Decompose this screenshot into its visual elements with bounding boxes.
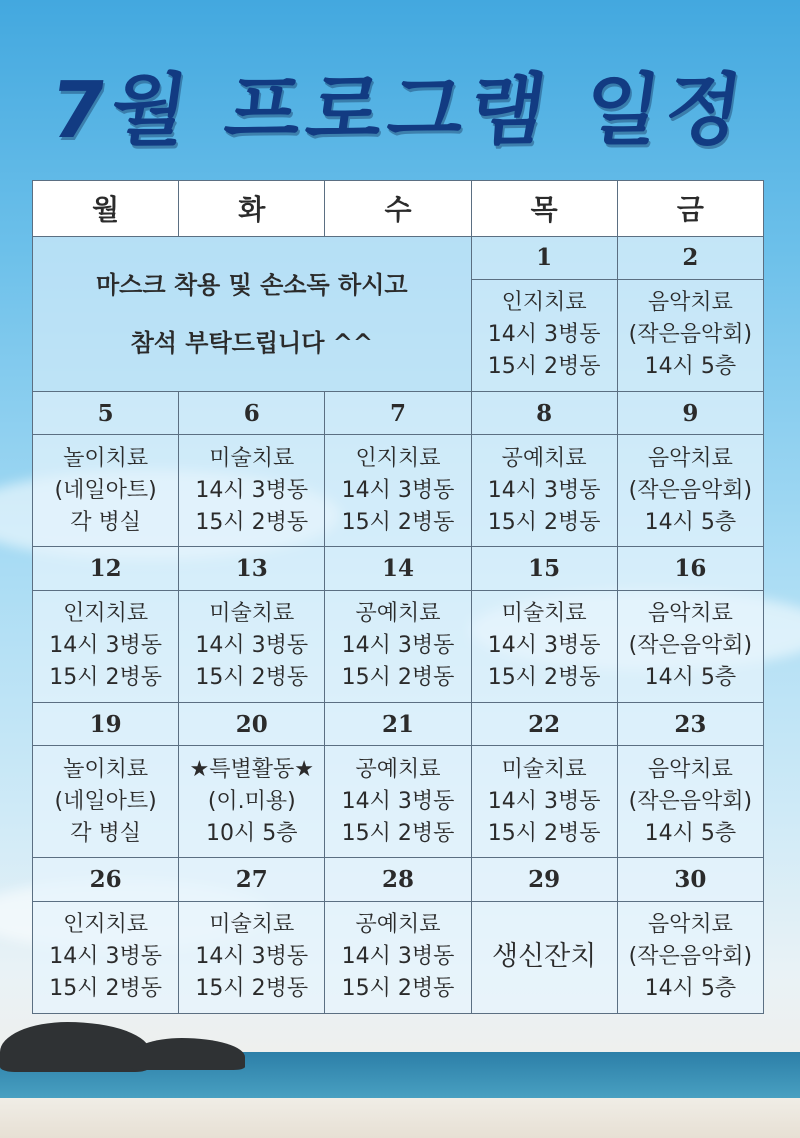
date-cell: 15	[471, 547, 617, 590]
activity-line: 놀이치료	[63, 756, 149, 782]
activity-cell	[617, 746, 763, 858]
activity-line: 인지치료	[501, 290, 587, 316]
activity-cell	[471, 590, 617, 702]
activity-cell	[325, 590, 471, 702]
activity-line: 인지치료	[355, 445, 441, 471]
activity-line: 미술치료	[209, 445, 295, 471]
activity-cell	[617, 279, 763, 391]
activity-cell	[33, 901, 179, 1013]
activity-line: 14시 3병동	[341, 633, 455, 659]
activity-cell	[325, 746, 471, 858]
date-cell: 1	[471, 236, 617, 279]
activity-line: (네일아트)	[54, 788, 157, 814]
activity-line: 미술치료	[501, 601, 587, 627]
week-date-row	[33, 547, 764, 590]
activity-line: 14시 3병동	[341, 788, 455, 814]
activity-line: 14시 3병동	[49, 633, 162, 659]
activity-line: 생신잔치	[491, 941, 597, 973]
activity-line: 14시 3병동	[487, 477, 601, 503]
activity-line: 14시 3병동	[195, 944, 309, 970]
date-cell: 12	[33, 547, 179, 590]
date-cell: 20	[179, 702, 325, 745]
date-cell: 26	[33, 858, 179, 901]
date-cell: 29	[471, 858, 617, 901]
activity-cell	[617, 590, 763, 702]
activity-line: 14시 5층	[644, 976, 737, 1002]
date-cell: 8	[471, 392, 617, 435]
activity-line: (작은음악회)	[628, 477, 753, 503]
activity-cell	[471, 901, 617, 1013]
activity-cell	[471, 746, 617, 858]
page-title: 7월 프로그램 일정	[44, 66, 754, 156]
date-cell: 7	[325, 392, 471, 435]
date-cell: 28	[325, 858, 471, 901]
date-cell: 22	[471, 702, 617, 745]
activity-line: (이.미용)	[207, 788, 296, 814]
activity-line: 14시 3병동	[195, 633, 309, 659]
activity-cell	[325, 901, 471, 1013]
week-date-row	[33, 392, 764, 435]
notice-line: 마스크 착용 및 손소독 하시고	[95, 269, 408, 299]
activity-line: 공예치료	[355, 756, 441, 782]
activity-cell	[179, 901, 325, 1013]
activity-line: 15시 2병동	[195, 976, 309, 1002]
activity-line: 음악치료	[647, 601, 733, 627]
activity-line: 14시 5층	[644, 820, 737, 846]
activity-line: 15시 2병동	[341, 665, 455, 691]
activity-line: 음악치료	[647, 445, 733, 471]
activity-line: 15시 2병동	[195, 665, 309, 691]
weekday-header: 수	[325, 181, 471, 237]
activity-cell	[179, 435, 325, 547]
activity-cell	[179, 746, 325, 858]
activity-line: 14시 3병동	[487, 322, 601, 348]
activity-line: 14시 5층	[644, 665, 737, 691]
date-cell: 6	[179, 392, 325, 435]
activity-line: (작은음악회)	[628, 944, 753, 970]
activity-cell	[617, 901, 763, 1013]
activity-line: 15시 2병동	[49, 665, 162, 691]
week-activity-row	[33, 435, 764, 547]
activity-cell	[471, 279, 617, 391]
activity-cell	[33, 746, 179, 858]
notice-line: 참석 부탁드립니다 ^^	[130, 327, 373, 357]
activity-line: 음악치료	[647, 290, 733, 316]
activity-line: 14시 3병동	[195, 477, 309, 503]
weekday-header: 목	[471, 181, 617, 237]
date-cell: 5	[33, 392, 179, 435]
date-cell: 13	[179, 547, 325, 590]
rock-decoration	[130, 1038, 245, 1070]
activity-line: 공예치료	[501, 445, 587, 471]
activity-line: 14시 3병동	[341, 477, 455, 503]
activity-cell	[179, 590, 325, 702]
activity-cell	[617, 435, 763, 547]
week-activity-row	[33, 746, 764, 858]
activity-line: 14시 5층	[644, 354, 737, 380]
activity-line: 인지치료	[63, 601, 149, 627]
week-activity-row	[33, 590, 764, 702]
activity-line: 15시 2병동	[487, 820, 601, 846]
date-cell: 14	[325, 547, 471, 590]
activity-line: 15시 2병동	[341, 976, 455, 1002]
week-activity-row	[33, 901, 764, 1013]
activity-line: 14시 3병동	[341, 944, 455, 970]
activity-line: 15시 2병동	[49, 976, 162, 1002]
activity-line: 음악치료	[647, 756, 733, 782]
activity-line: (네일아트)	[54, 477, 157, 503]
activity-line: 음악치료	[647, 912, 733, 938]
date-cell: 23	[617, 702, 763, 745]
activity-line: 15시 2병동	[487, 665, 601, 691]
activity-line: 각 병실	[70, 820, 141, 846]
activity-line: 14시 3병동	[487, 633, 601, 659]
weekday-header: 월	[33, 181, 179, 237]
weekday-header: 화	[179, 181, 325, 237]
activity-line: 15시 2병동	[195, 509, 309, 535]
activity-line: 공예치료	[355, 601, 441, 627]
beach-background	[0, 1098, 800, 1138]
weekday-header: 금	[617, 181, 763, 237]
activity-line: 15시 2병동	[341, 509, 455, 535]
week-date-row	[33, 236, 764, 279]
week-date-row	[33, 702, 764, 745]
week-date-row	[33, 858, 764, 901]
activity-line: 14시 3병동	[487, 788, 601, 814]
activity-line: 미술치료	[501, 756, 587, 782]
activity-line: 15시 2병동	[487, 354, 601, 380]
program-calendar	[32, 180, 764, 1014]
activity-line: (작은음악회)	[628, 788, 753, 814]
activity-line: 각 병실	[70, 509, 141, 535]
activity-line: 놀이치료	[63, 445, 149, 471]
weekday-header-row	[33, 181, 764, 237]
notice-cell	[33, 236, 472, 391]
activity-line: 14시 3병동	[49, 944, 162, 970]
date-cell: 21	[325, 702, 471, 745]
date-cell: 9	[617, 392, 763, 435]
activity-line: 미술치료	[209, 601, 295, 627]
activity-line: 14시 5층	[644, 509, 737, 535]
activity-cell	[33, 435, 179, 547]
activity-line: 미술치료	[209, 912, 295, 938]
activity-line: 15시 2병동	[487, 509, 601, 535]
date-cell: 30	[617, 858, 763, 901]
activity-line: (작은음악회)	[628, 322, 753, 348]
activity-line: ★특별활동★	[189, 756, 315, 782]
date-cell: 16	[617, 547, 763, 590]
date-cell: 27	[179, 858, 325, 901]
activity-cell	[471, 435, 617, 547]
activity-cell	[33, 590, 179, 702]
date-cell: 2	[617, 236, 763, 279]
activity-line: 인지치료	[63, 912, 149, 938]
activity-cell	[325, 435, 471, 547]
activity-line: (작은음악회)	[628, 633, 753, 659]
activity-line: 15시 2병동	[341, 820, 455, 846]
date-cell: 19	[33, 702, 179, 745]
activity-line: 공예치료	[355, 912, 441, 938]
rock-decoration	[0, 1022, 150, 1072]
activity-line: 10시 5층	[206, 820, 298, 846]
